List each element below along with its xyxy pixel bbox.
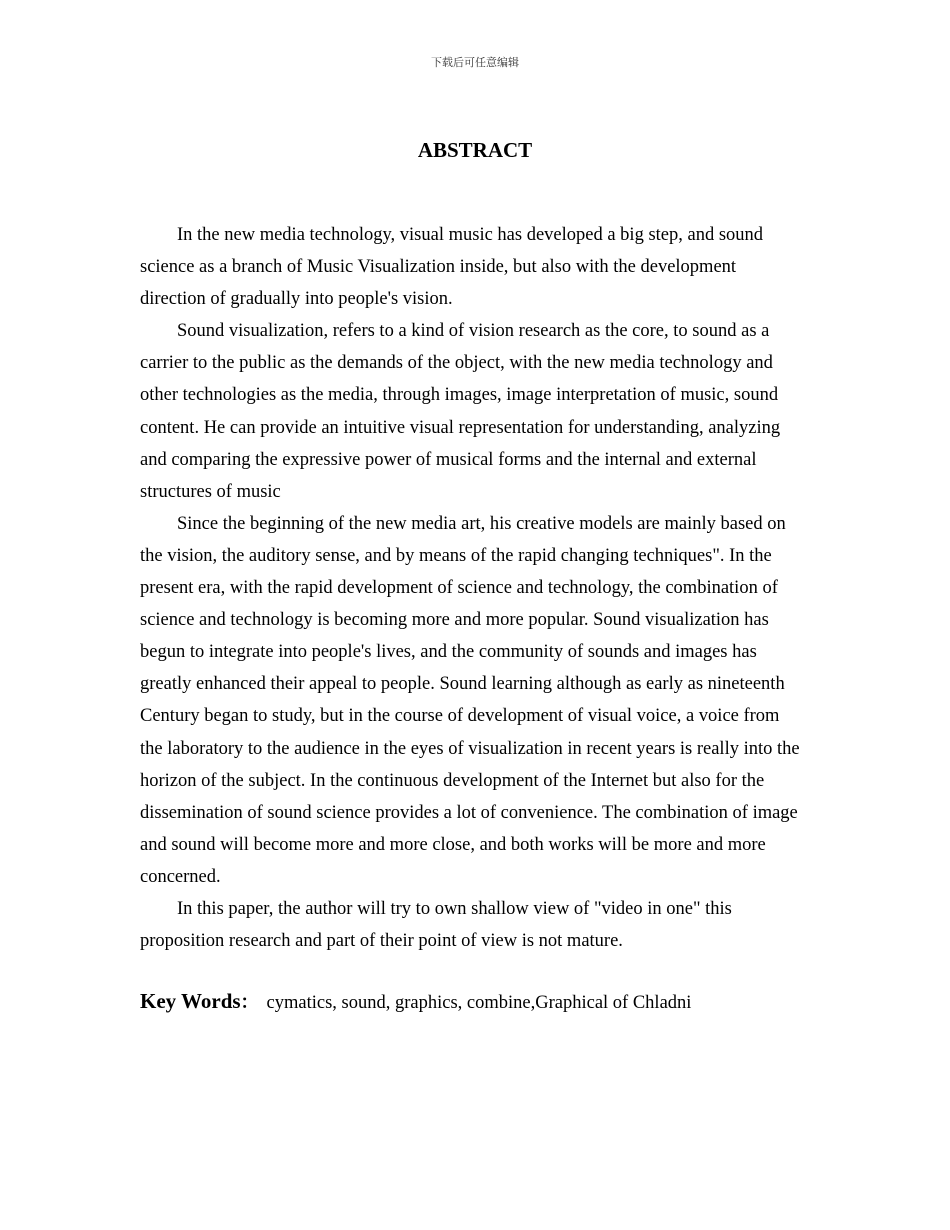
keywords-separator: ： xyxy=(240,992,259,1013)
keywords-label: Key Words xyxy=(140,989,241,1013)
abstract-paragraph-1: In the new media technology, visual music has developed a big step, and sound science as a branch of Music Visualization inside, but also with the development direction of gradually into people's vision. xyxy=(140,225,764,310)
abstract-paragraph-4: In this paper, the author will try to own shallow view of "video in one" this proposition research and part of their point of view is not mature. xyxy=(140,898,732,952)
abstract-body xyxy=(140,219,806,957)
abstract-paragraph-3: Since the beginning of the new media art, his creative models are mainly based on the vision, the auditory sense, and by means of the rapid changing techniques". In the present era, with the rapid development of science and technology, the combination of science and technology is becoming more and more popular. Sound visualization has begun to integrate into people's lives, and the community of sounds and images has greatly enhanced their appeal to people. Sound learning although as early as nineteenth Century began to study, but in the course of development of visual voice, a voice from the laboratory to the audience in the eyes of visualization in recent years is really into the horizon of the subject. In the continuous development of the Internet but also for the dissemination of sound science provides a lot of convenience. The combination of image and sound will become more and more close, and both works will be more and more concerned. xyxy=(140,513,800,887)
keywords-value: cymatics, sound, graphics, combine,Graphical of Chladni xyxy=(266,993,692,1013)
header-note: 下载后可任意编辑 xyxy=(431,56,519,69)
abstract-paragraph-2: Sound visualization, refers to a kind of vision research as the core, to sound as a carrier to the public as the demands of the object, with the new media technology and other technologies as the media, through images, image interpretation of music, sound content. He can provide an intuitive visual representation for understanding, analyzing and comparing the expressive power of musical forms and the internal and external structures of music xyxy=(140,321,781,502)
page-title: ABSTRACT xyxy=(417,138,533,162)
keywords-line xyxy=(140,986,840,1019)
